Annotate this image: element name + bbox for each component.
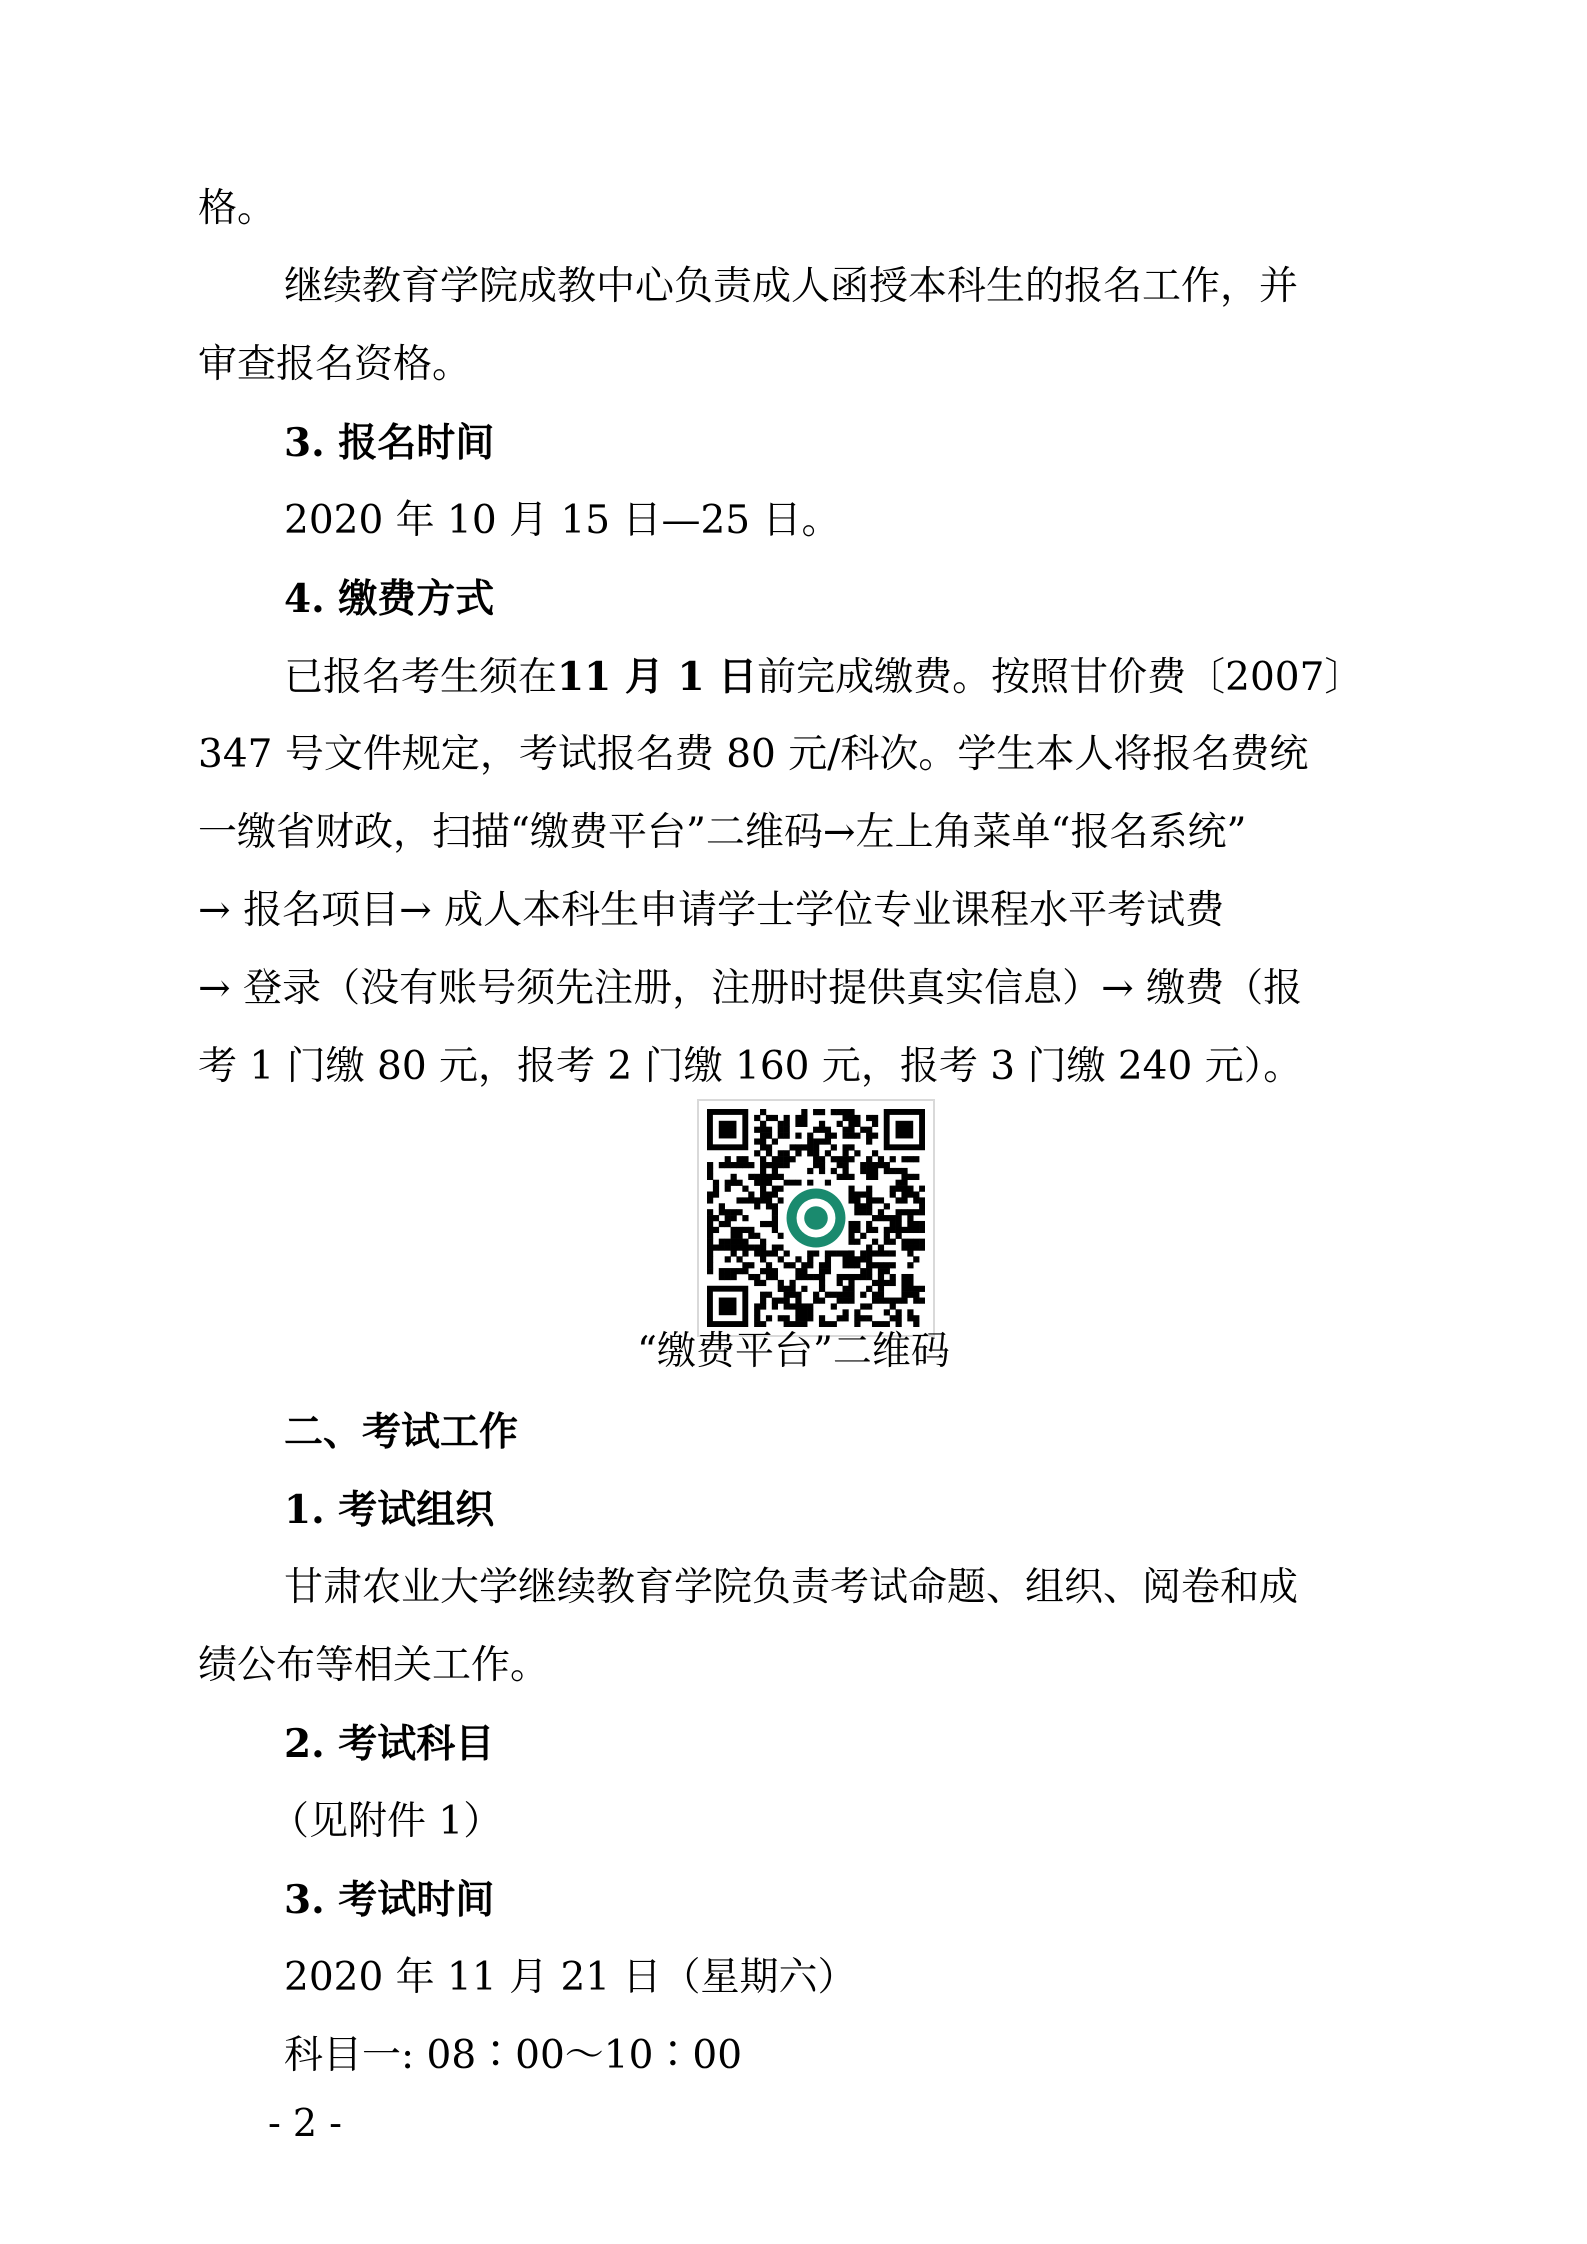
qr-code-icon xyxy=(707,1109,925,1327)
paragraph-line: 科目一: 08∶00～10∶00 xyxy=(284,2033,743,2078)
paragraph-line: 审查报名资格。 xyxy=(198,342,472,387)
section-heading: 2. 考试科目 xyxy=(284,1721,495,1767)
text-run: 前完成缴费。按照甘价费〔2007〕 xyxy=(757,655,1364,700)
section-heading: 4. 缴费方式 xyxy=(284,576,495,622)
paragraph-line xyxy=(0,652,1587,703)
qr-caption: “缴费平台”二维码 xyxy=(637,1329,950,1374)
paragraph-line: 格。 xyxy=(198,186,277,231)
paragraph-line: 2020 年 10 月 15 日—25 日。 xyxy=(284,498,841,543)
paragraph-line: 一缴省财政，扫描“缴费平台”二维码→左上角菜单“报名系统” xyxy=(198,810,1247,855)
paragraph-line: 绩公布等相关工作。 xyxy=(198,1643,550,1688)
paragraph-line: → 报名项目→ 成人本科生申请学士学位专业课程水平考试费 xyxy=(198,888,1225,933)
paragraph-line: 考 1 门缴 80 元，报考 2 门缴 160 元，报考 3 门缴 240 元）。 xyxy=(198,1044,1303,1089)
paragraph-line: 347 号文件规定，考试报名费 80 元/科次。学生本人将报名费统 xyxy=(198,732,1309,777)
section-heading: 二、考试工作 xyxy=(284,1409,519,1455)
paragraph-line: （见附件 1） xyxy=(270,1799,503,1844)
section-heading: 3. 考试时间 xyxy=(284,1877,495,1923)
text-run: 已报名考生须在 xyxy=(284,655,558,700)
section-heading: 1. 考试组织 xyxy=(284,1487,495,1533)
paragraph-line: 2020 年 11 月 21 日（星期六） xyxy=(284,1955,857,2000)
paragraph-line: 继续教育学院成教中心负责成人函授本科生的报名工作，并 xyxy=(284,264,1299,309)
section-heading: 3. 报名时间 xyxy=(284,420,495,466)
page-number: - 2 - xyxy=(268,2101,343,2145)
payment-qr-code[interactable] xyxy=(697,1099,935,1337)
paragraph-line: 甘肃农业大学继续教育学院负责考试命题、组织、阅卷和成 xyxy=(284,1565,1299,1610)
paragraph-line: → 登录（没有账号须先注册，注册时提供真实信息）→ 缴费（报 xyxy=(198,966,1303,1011)
deadline-emphasis: 11 月 1 日 xyxy=(557,654,758,700)
